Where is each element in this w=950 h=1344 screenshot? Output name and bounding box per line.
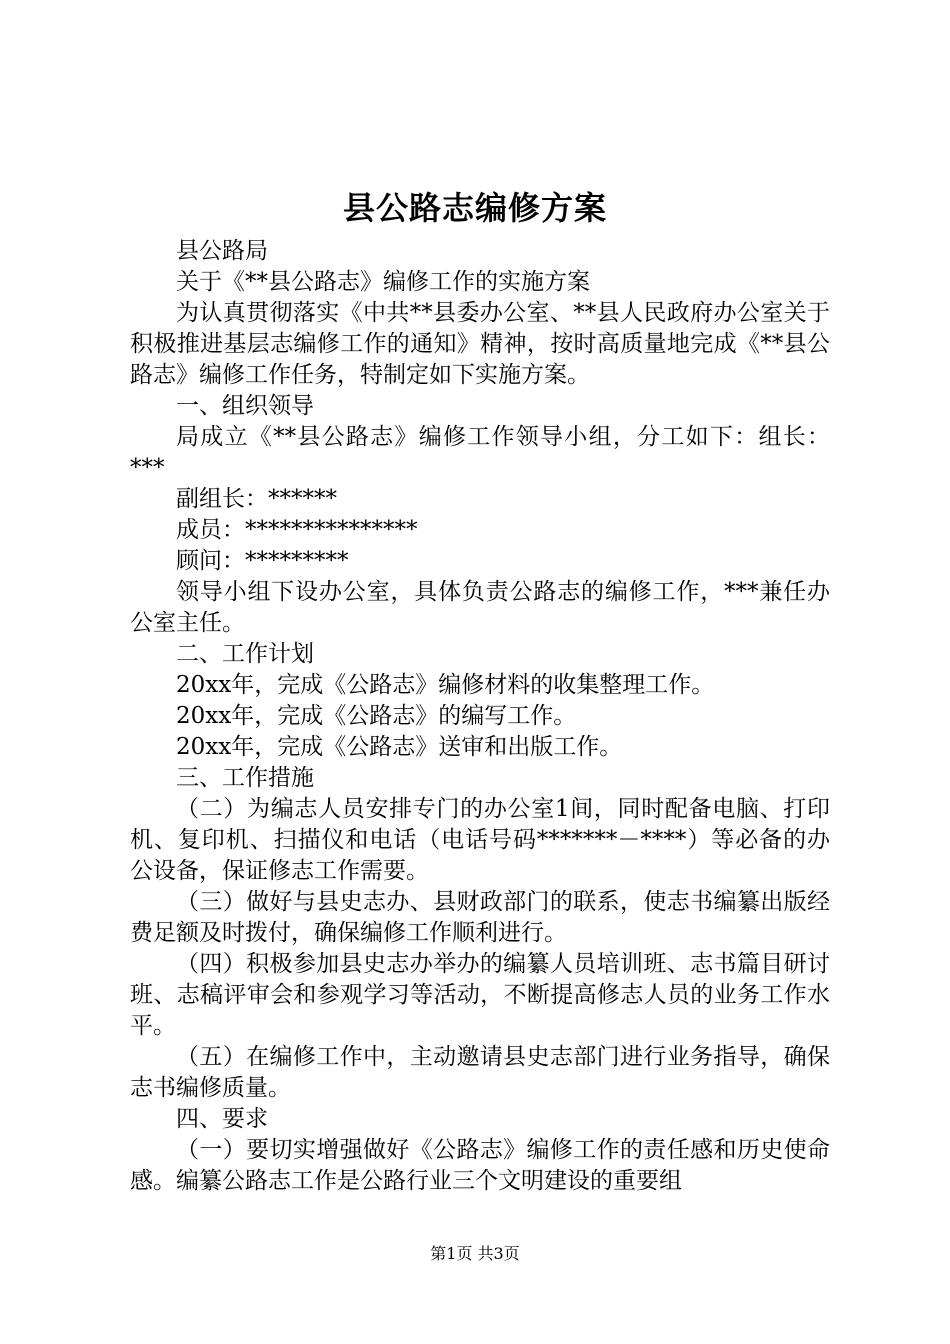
measure-2: （二）为编志人员安排专门的办公室1间，同时配备电脑、打印机、复印机、扫描仪和电话（电话号码*******－****）等必备的办公设备，保证修志工作需要。	[130, 796, 830, 884]
measure-5: （五）在编修工作中，主动邀请县史志部门进行业务指导，确保志书编修质量。	[130, 1044, 830, 1101]
plan-item-3: 20xx年，完成《公路志》送审和出版工作。	[176, 734, 623, 760]
members: 成员：***************	[176, 517, 418, 543]
office-paragraph: 领导小组下设办公室，具体负责公路志的编修工作，***兼任办公室主任。	[130, 579, 830, 636]
org-name: 县公路局	[176, 238, 268, 264]
plan-subtitle: 关于《**县公路志》编修工作的实施方案	[176, 269, 590, 295]
section-heading-2: 二、工作计划	[176, 641, 314, 667]
section-heading-4: 四、要求	[176, 1106, 268, 1132]
measure-4: （四）积极参加县史志办举办的编纂人员培训班、志书篇目研讨班、志稿评审会和参观学习等活动，不断提高修志人员的业务工作水平。	[130, 951, 830, 1039]
measure-3: （三）做好与县史志办、县财政部门的联系，使志书编纂出版经费足额及时拨付，确保编修工作顺利进行。	[130, 889, 830, 946]
document-body	[130, 236, 830, 1197]
leadership-paragraph: 局成立《**县公路志》编修工作领导小组，分工如下：组长：***	[130, 424, 830, 481]
plan-item-1: 20xx年，完成《公路志》编修材料的收集整理工作。	[176, 672, 715, 698]
advisor: 顾问：*********	[176, 548, 349, 574]
page-footer: 第1页 共3页	[430, 1244, 520, 1263]
page-title: 县公路志编修方案	[342, 189, 607, 227]
plan-item-2: 20xx年，完成《公路志》的编写工作。	[176, 703, 577, 729]
requirement-1: （一）要切实增强做好《公路志》编修工作的责任感和历史使命感。编纂公路志工作是公路行业三个文明建设的重要组	[130, 1137, 830, 1194]
section-heading-1: 一、组织领导	[176, 393, 314, 419]
intro-paragraph: 为认真贯彻落实《中共**县委办公室、**县人民政府办公室关于积极推进基层志编修工作的通知》精神，按时高质量地完成《**县公路志》编修工作任务，特制定如下实施方案。	[130, 300, 830, 388]
deputy-leader: 副组长：******	[176, 486, 337, 512]
section-heading-3: 三、工作措施	[176, 765, 314, 791]
